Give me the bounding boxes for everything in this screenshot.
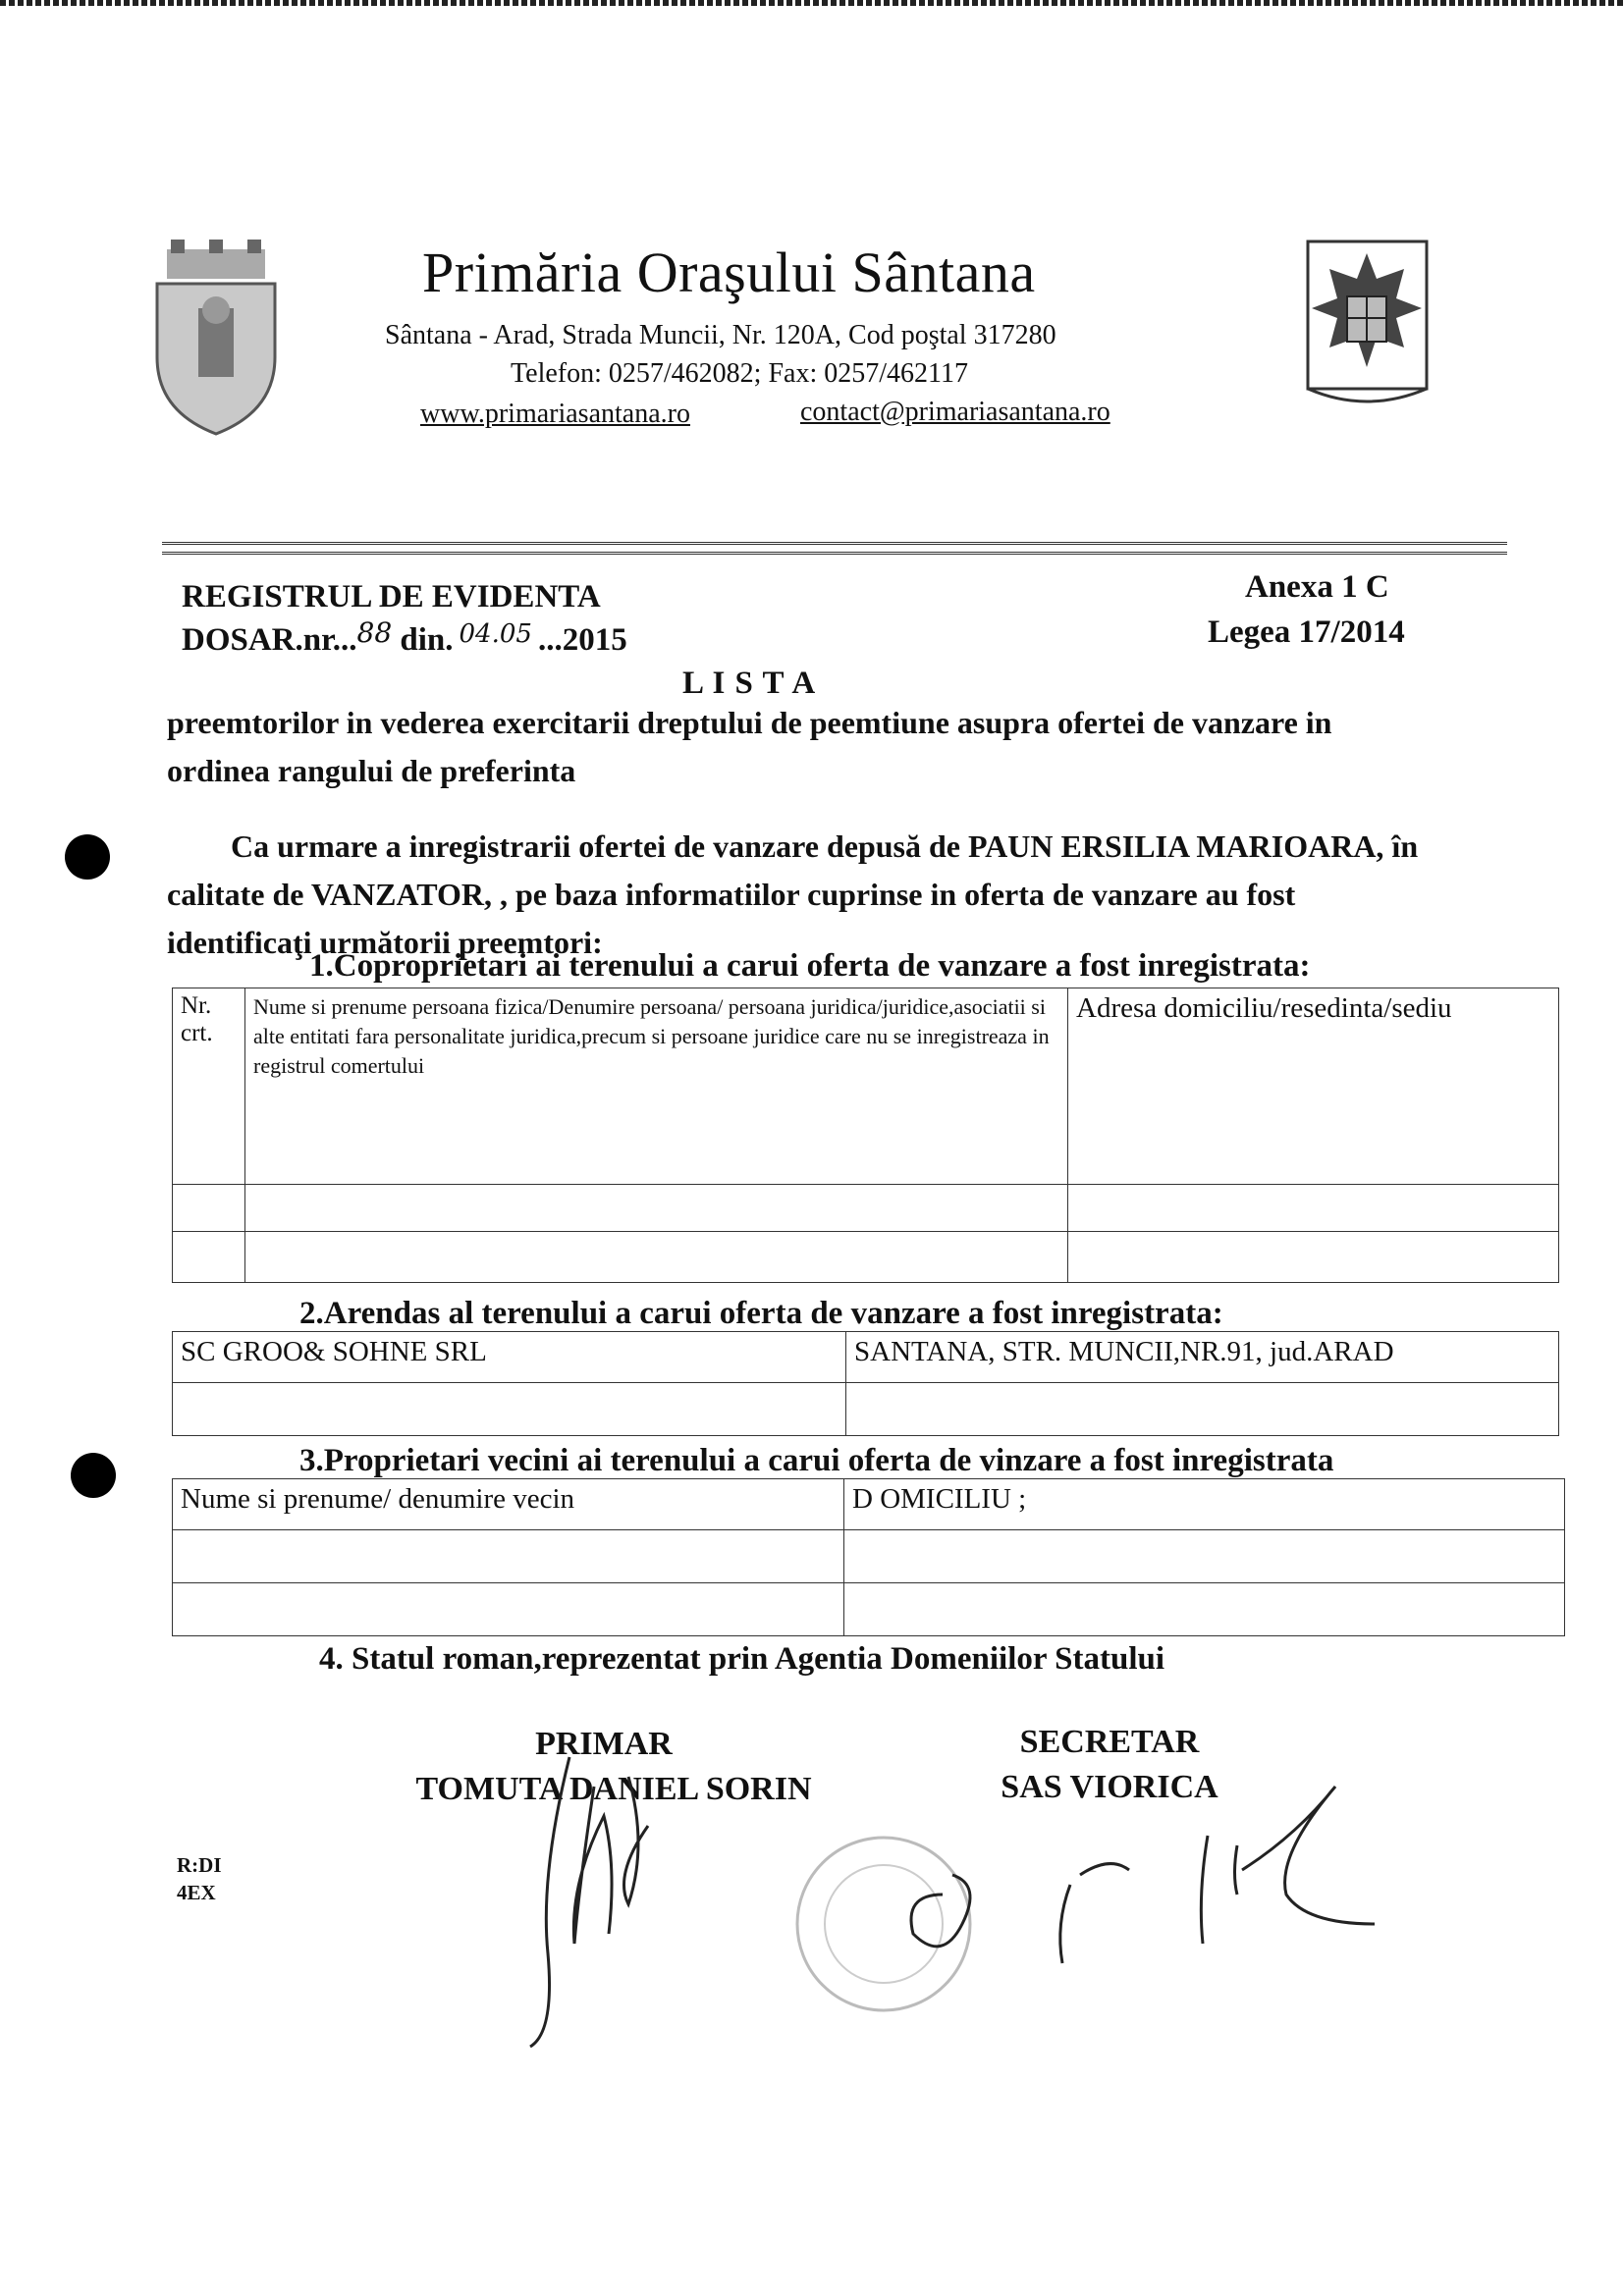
registry-label: REGISTRUL DE EVIDENTA	[182, 579, 601, 614]
empty-cell	[173, 1583, 844, 1636]
table-row	[173, 1332, 1559, 1383]
email-link[interactable]: contact@primariasantana.ro	[800, 397, 1110, 427]
coowners-table	[172, 988, 1559, 1283]
table-row	[173, 1479, 1565, 1530]
national-coat-of-arms-icon	[1306, 240, 1429, 411]
tenant-table	[172, 1331, 1559, 1436]
empty-cell	[1068, 1185, 1559, 1232]
mayor-signature-icon	[501, 1737, 697, 2052]
col-domicile-header: D OMICILIU ;	[844, 1479, 1565, 1530]
col-name-header: Nume si prenume persoana fizica/Denumire persoana/ persoana juridica/juridice,asociatii si alte entitati fara personalitate juridica,precum si persoane juridice care nu se inregistreaza in registrul comertului	[245, 988, 1068, 1185]
table-row	[173, 1185, 1559, 1232]
empty-cell	[173, 1530, 844, 1583]
table-row	[173, 988, 1559, 1185]
header-divider-2	[162, 552, 1507, 555]
mayor-title: PRIMAR	[535, 1726, 673, 1762]
scan-edge	[0, 0, 1624, 6]
header-divider	[162, 542, 1507, 545]
col-nr-header: Nr. crt.	[173, 988, 245, 1185]
col-neighbor-name-header: Nume si prenume/ denumire vecin	[173, 1479, 844, 1530]
intro-paragraph: Ca urmare a inregistrarii ofertei de vanzare depusă de PAUN ERSILIA MARIOARA, în calitate de VANZATOR, , pe baza informatiilor cuprinse in oferta de vanzare au fost identificaţi următorii preemtori:	[167, 828, 1419, 960]
col-address-header: Adresa domiciliu/resedinta/sediu	[1068, 988, 1559, 1185]
secretary-title: SECRETAR	[1019, 1724, 1200, 1760]
empty-cell	[844, 1583, 1565, 1636]
table-row	[173, 1383, 1559, 1436]
document-title: L I S T A	[682, 666, 817, 701]
institution-address: Sântana - Arad, Strada Muncii, Nr. 120A, Cod poştal 317280	[385, 320, 1056, 350]
empty-cell	[173, 1185, 245, 1232]
dosar-line	[182, 616, 627, 659]
dosar-year: ...2015	[537, 622, 627, 658]
empty-cell	[245, 1185, 1068, 1232]
institution-phone-fax: Telefon: 0257/462082; Fax: 0257/462117	[511, 358, 968, 389]
punch-hole	[65, 834, 110, 880]
table-row	[173, 1583, 1565, 1636]
punch-hole	[71, 1453, 116, 1498]
footer-ref-line2: 4EX	[177, 1881, 216, 1904]
law-label: Legea 17/2014	[1208, 614, 1405, 650]
dosar-date: 04.05	[459, 619, 532, 649]
empty-cell	[173, 1383, 846, 1436]
tenant-name: SC GROO& SOHNE SRL	[173, 1332, 846, 1383]
website-link[interactable]: www.primariasantana.ro	[420, 399, 690, 429]
empty-cell	[844, 1530, 1565, 1583]
mayor-name: TOMUTA DANIEL SORIN	[415, 1771, 812, 1807]
table-row	[173, 1232, 1559, 1283]
section4-statement: 4. Statul roman,reprezentat prin Agentia Domeniilor Statului	[319, 1641, 1165, 1677]
neighbors-table	[172, 1478, 1565, 1636]
din-label: din.	[392, 622, 454, 658]
institution-name: Primăria Oraşului Sântana	[422, 240, 1036, 304]
secretary-signature-icon	[884, 1777, 1394, 1973]
empty-cell	[1068, 1232, 1559, 1283]
dosar-prefix: DOSAR.nr...	[182, 622, 357, 658]
tenant-address: SANTANA, STR. MUNCII,NR.91, jud.ARAD	[846, 1332, 1559, 1383]
empty-cell	[245, 1232, 1068, 1283]
document-subtitle: preemtorilor in vederea exercitarii dreptului de peemtiune asupra ofertei de vanzare in ordinea rangului de preferinta	[167, 705, 1332, 788]
dosar-number: 88	[356, 616, 393, 649]
footer-ref-line1: R:DI	[177, 1853, 222, 1877]
empty-cell	[846, 1383, 1559, 1436]
secretary-name: SAS VIORICA	[1001, 1769, 1218, 1805]
section2-heading: 2.Arendas al terenului a carui oferta de vanzare a fost inregistrata:	[299, 1296, 1223, 1331]
empty-cell	[173, 1232, 245, 1283]
section1-heading: 1.Coproprietari ai terenului a carui oferta de vanzare a fost inregistrata:	[309, 948, 1311, 984]
table-row	[173, 1530, 1565, 1583]
annex-label: Anexa 1 C	[1245, 569, 1389, 605]
town-coat-of-arms-icon	[147, 240, 285, 436]
section3-heading: 3.Proprietari vecini ai terenului a carui oferta de vinzare a fost inregistrata	[299, 1443, 1334, 1478]
